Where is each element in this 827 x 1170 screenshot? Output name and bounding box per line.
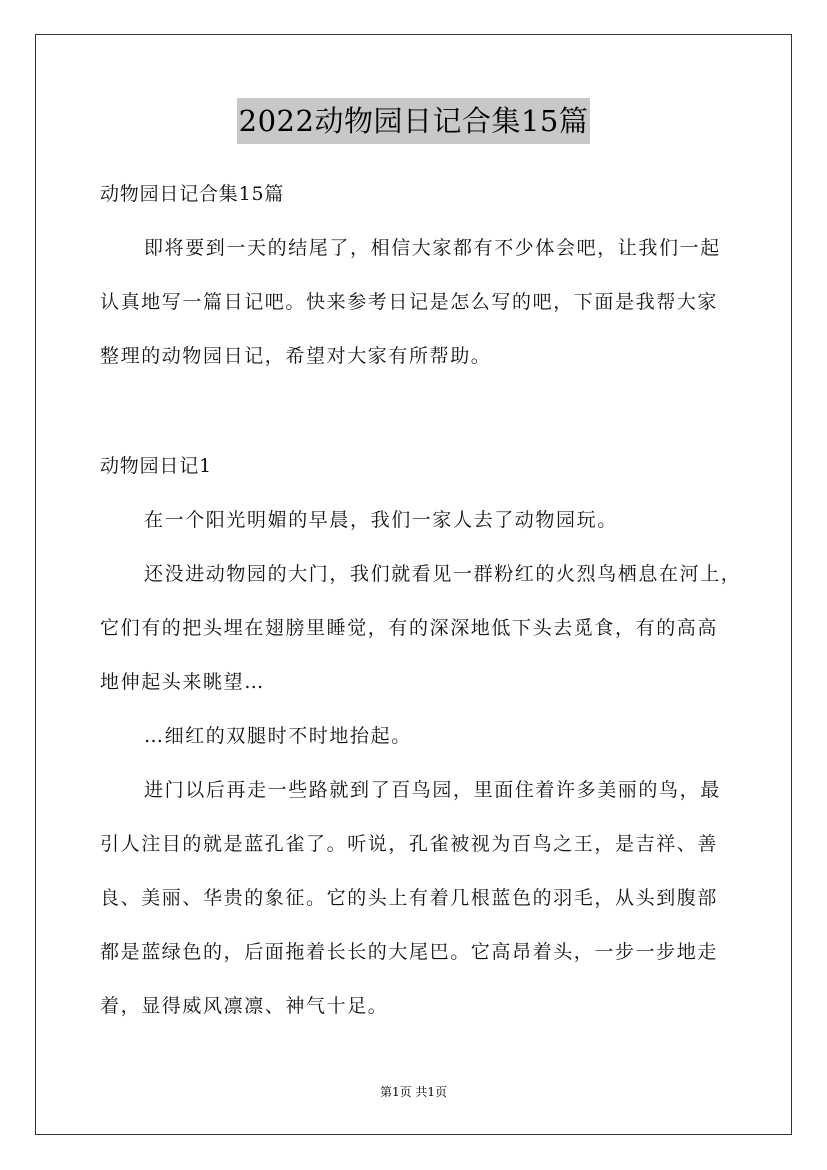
section-heading: 动物园日记1: [100, 455, 212, 477]
intro-line-3: 整理的动物园日记，希望对大家有所帮助。: [100, 345, 492, 367]
page-footer: 第1页 共1页: [379, 1085, 448, 1099]
title-container: [0, 98, 827, 144]
body-line-2: 还没进动物园的大门，我们就看见一群粉红的火烈鸟栖息在河上，: [144, 563, 742, 585]
intro-line-1: 即将要到一天的结尾了，相信大家都有不少体会吧，让我们一起: [144, 237, 721, 259]
body-line-7: 引人注目的就是蓝孔雀了。听说，孔雀被视为百鸟之王，是吉祥、善: [100, 833, 719, 855]
intro-line-2: 认真地写一篇日记吧。快来参考日记是怎么写的吧，下面是我帮大家: [100, 291, 719, 313]
body-line-3: 它们有的把头埋在翅膀里睡觉，有的深深地低下头去觅食，有的高高: [100, 617, 719, 639]
document-subtitle: 动物园日记合集15篇: [100, 183, 285, 205]
body-line-4: 地伸起头来眺望…: [100, 671, 265, 693]
document-title: 2022动物园日记合集15篇: [237, 98, 591, 144]
body-line-1: 在一个阳光明媚的早晨，我们一家人去了动物园玩。: [144, 509, 618, 531]
body-line-10: 着，显得威风凛凛、神气十足。: [100, 995, 389, 1017]
body-line-8: 良、美丽、华贵的象征。它的头上有着几根蓝色的羽毛，从头到腹部: [100, 887, 719, 909]
body-line-5: …细红的双腿时不时地抬起。: [144, 725, 412, 747]
body-line-9: 都是蓝绿色的，后面拖着长长的大尾巴。它高昂着头，一步一步地走: [100, 941, 719, 963]
body-line-6: 进门以后再走一些路就到了百鸟园，里面住着许多美丽的鸟，最: [144, 779, 721, 801]
